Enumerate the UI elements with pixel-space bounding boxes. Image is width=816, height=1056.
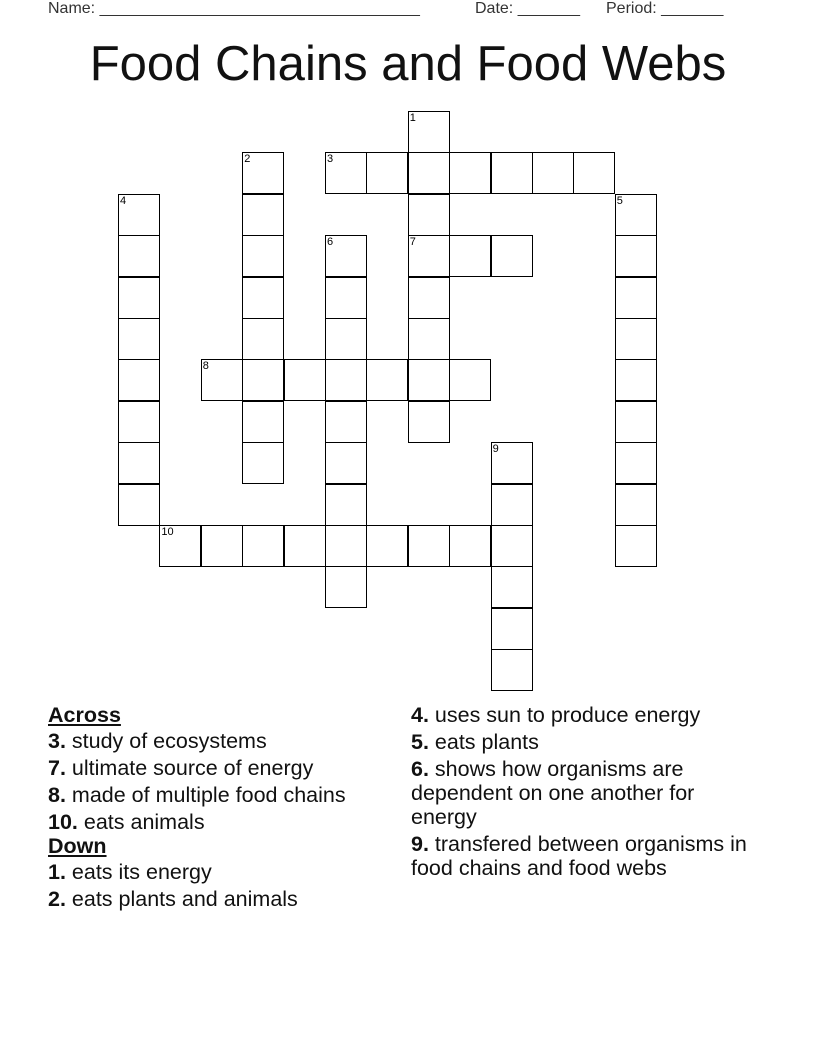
crossword-cell[interactable] [118, 484, 160, 526]
crossword-cell[interactable] [242, 194, 284, 236]
crossword-cell[interactable] [325, 525, 367, 567]
crossword-cell[interactable] [366, 152, 408, 194]
crossword-cell[interactable] [325, 484, 367, 526]
crossword-cell[interactable] [408, 401, 450, 443]
crossword-cell[interactable] [449, 235, 491, 277]
clue-down-5: 5. eats plants [411, 730, 539, 754]
clue-number: 6 [327, 236, 334, 249]
crossword-cell[interactable] [615, 277, 657, 319]
crossword-cell[interactable] [408, 152, 450, 194]
crossword-cell[interactable] [366, 525, 408, 567]
page-title: Food Chains and Food Webs [89, 37, 727, 91]
crossword-cell[interactable] [615, 442, 657, 484]
crossword-cell[interactable] [408, 359, 450, 401]
clue-across-3: 3. study of ecosystems [48, 729, 267, 753]
clue-down-6: 6. shows how organisms are dependent on one another for energy [411, 757, 695, 829]
across-clues [48, 703, 378, 914]
crossword-cell[interactable] [449, 152, 491, 194]
clue-number: 10 [161, 526, 174, 538]
crossword-cell[interactable] [408, 318, 450, 360]
clue-down-1: 1. eats its energy [48, 860, 212, 884]
crossword-cell[interactable] [325, 318, 367, 360]
date-field[interactable]: Date: _______ [475, 0, 580, 17]
crossword-cell[interactable] [573, 152, 615, 194]
crossword-cell[interactable] [449, 525, 491, 567]
crossword-cell[interactable] [491, 525, 533, 567]
crossword-cell[interactable] [242, 318, 284, 360]
crossword-cell[interactable] [615, 484, 657, 526]
crossword-cell[interactable] [615, 318, 657, 360]
crossword-cell[interactable] [242, 235, 284, 277]
crossword-cell[interactable] [491, 235, 533, 277]
crossword-cell[interactable] [408, 277, 450, 319]
crossword-cell[interactable] [366, 359, 408, 401]
crossword-cell[interactable] [242, 277, 284, 319]
period-field[interactable]: Period: _______ [606, 0, 724, 17]
crossword-cell[interactable] [242, 401, 284, 443]
crossword-cell[interactable] [491, 484, 533, 526]
crossword-cell[interactable] [242, 442, 284, 484]
crossword-cell[interactable] [118, 442, 160, 484]
clue-number: 3 [327, 153, 334, 166]
crossword-cell[interactable] [491, 152, 533, 194]
crossword-cell[interactable] [615, 235, 657, 277]
crossword-cell[interactable] [325, 277, 367, 319]
clue-down-4: 4. uses sun to produce energy [411, 703, 701, 727]
across-heading: Across [48, 703, 121, 727]
clue-number: 7 [409, 236, 416, 249]
crossword-cell[interactable] [325, 442, 367, 484]
clue-across-10: 10. eats animals [48, 810, 205, 834]
clue-number: 9 [492, 443, 499, 456]
clue-number: 2 [244, 153, 251, 166]
clue-number: 4 [120, 194, 127, 207]
crossword-cell[interactable] [118, 235, 160, 277]
clue-number: 8 [202, 360, 209, 373]
down-clues-continued [411, 703, 751, 883]
crossword-cell[interactable] [118, 401, 160, 443]
clue-number: 5 [616, 194, 623, 207]
crossword-cell[interactable] [325, 359, 367, 401]
crossword-cell[interactable] [242, 525, 284, 567]
crossword-cell[interactable] [449, 359, 491, 401]
crossword-cell[interactable] [491, 566, 533, 608]
crossword-cell[interactable] [118, 318, 160, 360]
crossword-cell[interactable] [491, 608, 533, 650]
crossword-cell[interactable] [491, 649, 533, 691]
crossword-cell[interactable] [615, 525, 657, 567]
clue-down-9: 9. transfered between organisms in food chains and food webs [411, 832, 747, 880]
crossword-cell[interactable] [242, 359, 284, 401]
crossword-cell[interactable] [118, 277, 160, 319]
crossword-cell[interactable] [201, 525, 243, 567]
crossword-cell[interactable] [615, 401, 657, 443]
crossword-cell[interactable] [532, 152, 574, 194]
down-heading: Down [48, 834, 107, 858]
clue-across-8: 8. made of multiple food chains [48, 783, 346, 807]
crossword-cell[interactable] [615, 359, 657, 401]
crossword-cell[interactable] [325, 401, 367, 443]
clue-across-7: 7. ultimate source of energy [48, 756, 314, 780]
crossword-cell[interactable] [325, 566, 367, 608]
name-field[interactable]: Name: ____________________________________ [48, 0, 420, 17]
clue-number: 1 [409, 112, 416, 124]
crossword-cell[interactable] [284, 525, 326, 567]
crossword-cell[interactable] [118, 359, 160, 401]
crossword-cell[interactable] [408, 194, 450, 236]
crossword-cell[interactable] [408, 525, 450, 567]
crossword-cell[interactable] [284, 359, 326, 401]
clue-down-2: 2. eats plants and animals [48, 887, 298, 911]
